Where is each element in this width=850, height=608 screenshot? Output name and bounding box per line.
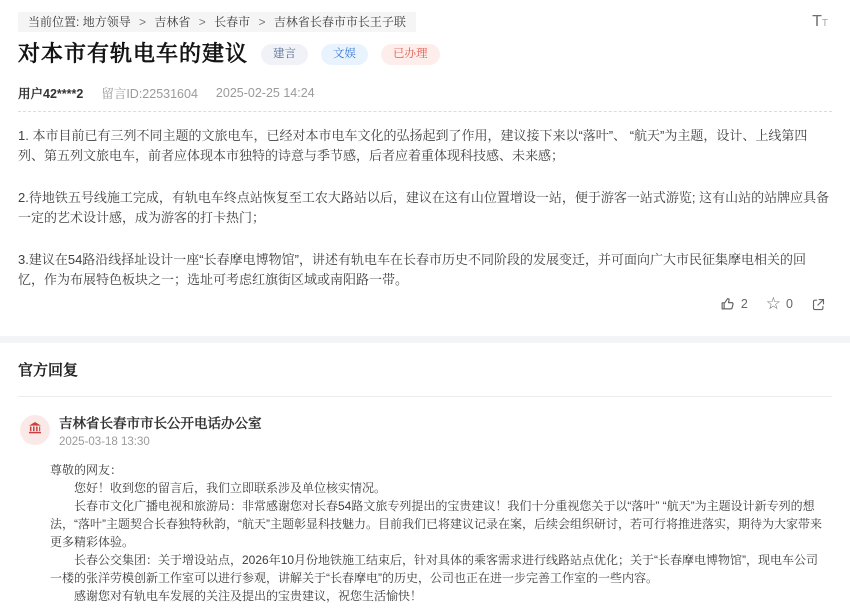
tag-suggestion: 建言	[261, 44, 308, 65]
reply-section-title: 官方回复	[18, 362, 79, 379]
title-row	[0, 32, 850, 67]
reply-avatar	[20, 415, 50, 445]
text-size-icon[interactable]	[812, 14, 828, 32]
reply-paragraph: 感谢您对有轨电车发展的关注及提出的宝贵建议，祝您生活愉快！	[74, 589, 423, 603]
breadcrumb-link-province[interactable]: 吉林省	[154, 15, 191, 29]
message-paragraph: 2.待地铁五号线施工完成，有轨电车终点站恢复至工农大路站以后，建议在这有山位置增设一站，便于游客一站式游览; 这有山站的站牌应具备一定的艺术设计感，成为游客的打卡热门；	[18, 190, 830, 225]
reply-divider	[18, 396, 832, 397]
message-body	[0, 112, 850, 290]
like-button[interactable]	[720, 296, 748, 312]
reply-body	[50, 461, 824, 605]
reply-paragraph: 长春公交集团：关于增设站点，2026年10月份地铁施工结束后，针对具体的乘客需求进行线路站点优化；关于“长春摩电博物馆”，现电车公司一楼的张洋劳模创新工作室可以进行参观，讲解关于“长春摩电”的历史，公司也正在进一步完善工作室的一些内容。	[50, 553, 819, 585]
reply-author: 吉林省长春市市长公开电话办公室	[59, 416, 262, 431]
share-button[interactable]	[811, 297, 826, 312]
user-name: 用户42****2	[18, 87, 84, 101]
actions-row	[0, 296, 850, 312]
top-bar	[0, 0, 850, 32]
breadcrumb	[18, 12, 416, 32]
tag-category: 文娱	[321, 44, 368, 65]
favorite-button[interactable]	[766, 296, 793, 312]
favorite-count: 0	[786, 297, 793, 311]
breadcrumb-link-city[interactable]: 长春市	[214, 15, 251, 29]
message-date: 2025-02-25 14:24	[215, 86, 315, 100]
bank-icon	[27, 420, 43, 441]
breadcrumb-link-region[interactable]: 地方领导	[82, 15, 131, 29]
message-id: 留言ID:22531604	[101, 87, 198, 101]
thumb-up-icon	[720, 296, 736, 312]
reply-header	[20, 415, 850, 448]
text-size-large-letter: T	[812, 13, 822, 30]
text-size-small-letter: T	[821, 18, 828, 29]
message-title: 对本市有轨电车的建议	[18, 41, 249, 66]
message-paragraph: 1. 本市目前已有三列不同主题的文旅电车，已经对本市电车文化的弘扬起到了作用，建议接下来以“落叶”、 “航天”为主题，设计、上线第四列、第五列文旅电车，前者应体现本市独特的诗意与季节感，后者应着重体现科技感、未来感；	[18, 128, 808, 163]
share-icon	[811, 297, 826, 312]
message-paragraph: 3.建议在54路沿线择址设计一座“长春摩电博物馆”，讲述有轨电车在长春市历史不同阶段的发展变迁，并可面向广大市民征集摩电相关的回忆，作为布展特色板块之一；选址可考虑红旗街区域或南阳路一带。	[18, 252, 806, 287]
breadcrumb-label: 当前位置:	[28, 15, 80, 29]
section-separator	[0, 336, 850, 343]
star-icon: ☆	[765, 294, 782, 313]
breadcrumb-separator: >	[139, 15, 147, 29]
tag-status-badge: 已办理	[381, 44, 440, 65]
breadcrumb-separator: >	[198, 15, 206, 29]
breadcrumb-separator: >	[258, 15, 266, 29]
reply-paragraph: 尊敬的网友：	[50, 463, 123, 477]
reply-author-block	[59, 415, 262, 448]
reply-paragraph: 长春市文化广播电视和旅游局：非常感谢您对长春54路文旅专列提出的宝贵建议！我们十分重视您关于以“落叶” “航天”为主题设计新专列的想法，“落叶”主题契合长春独特秋韵，“航天”主题彰显科技魅力。目前我们已将建议记录在案，后续会组织研讨，若可行将推进落实，期待为大家带来更多精彩体验。	[50, 499, 822, 549]
like-count: 2	[740, 297, 748, 311]
breadcrumb-link-mayor[interactable]: 吉林省长春市市长王子联	[273, 15, 406, 29]
reply-paragraph: 您好！收到您的留言后，我们立即联系涉及单位核实情况。	[74, 481, 387, 495]
reply-date: 2025-03-18 13:30	[59, 436, 150, 448]
message-meta	[0, 67, 850, 111]
